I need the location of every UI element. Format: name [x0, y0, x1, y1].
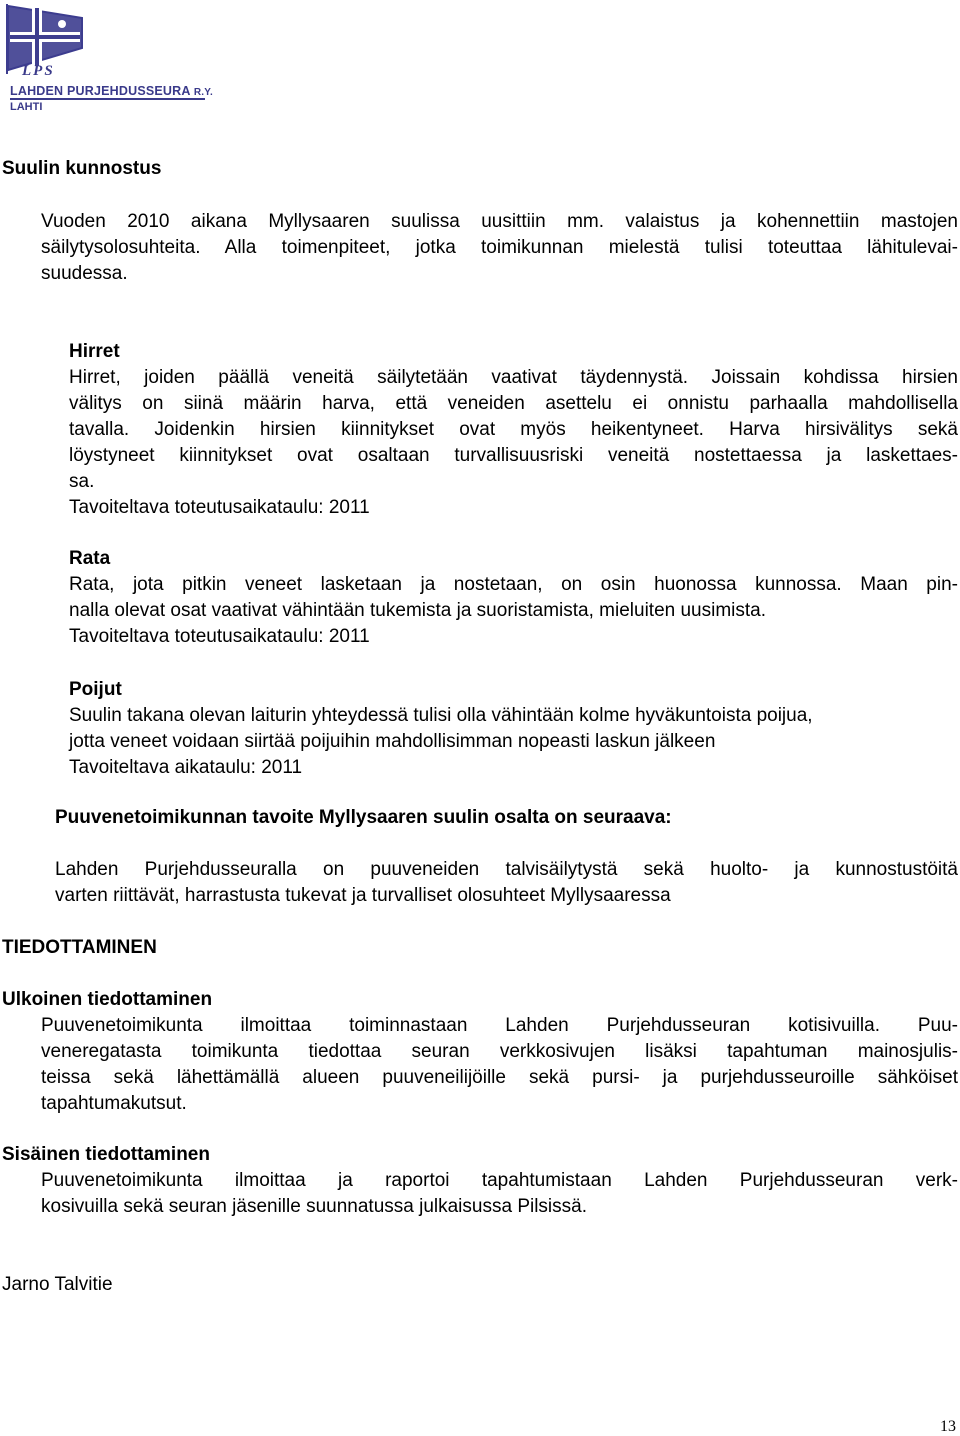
section-heading-suulin: Suulin kunnostus	[2, 158, 162, 179]
schedule-line: Tavoiteltava aikataulu: 2011	[69, 757, 303, 778]
subheading-poijut: Poijut	[69, 679, 122, 700]
text-line: nalla olevat osat vaativat vähintään tukemista ja suoristamista, mieluiten uusimista.	[69, 600, 767, 621]
hirret-text	[69, 365, 958, 521]
text-line: välitys on siinä määrin harva, että veneiden asettelu ei onnistu parhaalla mahdollisella	[69, 393, 958, 414]
schedule-line: Tavoiteltava toteutusaikataulu: 2011	[69, 497, 370, 518]
logo-underline	[10, 98, 205, 100]
logo-city: LAHTI	[10, 101, 43, 113]
text-line: kosivuilla sekä seuran jäsenille suunnatussa julkaisussa Pilsissä.	[41, 1196, 587, 1217]
sisainen-text	[41, 1168, 958, 1220]
text-line: säilytysolosuhteita. Alla toimenpiteet, jotka toimikunnan mielestä tulisi toteuttaa lähitulevai-	[41, 237, 958, 258]
page-number: 13	[940, 1418, 956, 1435]
subheading-rata: Rata	[69, 548, 111, 569]
goal-heading: Puuvenetoimikunnan tavoite Myllysaaren suulin osalta on seuraava:	[55, 807, 672, 828]
suulin-intro	[41, 209, 958, 287]
goal-text	[55, 857, 958, 909]
text-line: jotta veneet voidaan siirtää poijuihin mahdollisimman nopeasti laskun jälkeen	[69, 731, 716, 752]
text-line: suudessa.	[41, 263, 128, 284]
section-heading-tiedottaminen: TIEDOTTAMINEN	[2, 937, 157, 958]
text-line: Vuoden 2010 aikana Myllysaaren suulissa uusittiin mm. valaistus ja kohennettiin mastojen	[41, 211, 958, 232]
author-name: Jarno Talvitie	[2, 1274, 113, 1295]
text-line: Suulin takana olevan laiturin yhteydessä tulisi olla vähintään kolme hyväkuntoista poijua,	[69, 705, 813, 726]
logo-monogram: LPS	[22, 63, 55, 79]
club-logo	[6, 4, 216, 116]
text-line: löystyneet kiinnitykset ovat osaltaan turvallisuusriski veneitä nostettaessa ja laskettaes-	[69, 445, 958, 466]
logo-club-suffix: R.Y.	[193, 87, 213, 98]
logo-club-name-text: LAHDEN PURJEHDUSSEURA	[10, 84, 191, 98]
text-line: Lahden Purjehdusseuralla on puuveneiden talvisäilytystä sekä huolto- ja kunnostustöitä	[55, 859, 958, 880]
text-line: varten riittävät, harrastusta tukevat ja turvalliset olosuhteet Myllysaaressa	[55, 885, 671, 906]
text-line: Puuvenetoimikunta ilmoittaa toiminnastaan Lahden Purjehdusseuran kotisivuilla. Puu-	[41, 1015, 958, 1036]
poijut-text	[69, 703, 958, 781]
subheading-sisainen: Sisäinen tiedottaminen	[2, 1144, 210, 1165]
text-line: teissa sekä lähettämällä alueen puuveneilijöille sekä pursi- ja purjehdusseuroille sähköiset	[41, 1067, 958, 1088]
text-line: Puuvenetoimikunta ilmoittaa ja raportoi tapahtumistaan Lahden Purjehdusseuran verk-	[41, 1170, 958, 1191]
text-line: Hirret, joiden päällä veneitä säilytetään vaativat täydennystä. Joissain kohdissa hirsien	[69, 367, 958, 388]
subheading-hirret: Hirret	[69, 341, 120, 362]
text-line: Rata, jota pitkin veneet lasketaan ja nostetaan, on osin huonossa kunnossa. Maan pin-	[69, 574, 958, 595]
schedule-line: Tavoiteltava toteutusaikataulu: 2011	[69, 626, 370, 647]
text-line: veneregatasta toimikunta tiedottaa seuran verkkosivujen lisäksi tapahtuman mainosjulis-	[41, 1041, 958, 1062]
text-line: sa.	[69, 471, 95, 492]
subheading-ulkoinen: Ulkoinen tiedottaminen	[2, 989, 213, 1010]
rata-text	[69, 572, 958, 650]
ulkoinen-text	[41, 1013, 958, 1117]
text-line: tavalla. Joidenkin hirsien kiinnitykset ovat myös heikentyneet. Harva hirsivälitys sekä	[69, 419, 958, 440]
text-line: tapahtumakutsut.	[41, 1093, 187, 1114]
